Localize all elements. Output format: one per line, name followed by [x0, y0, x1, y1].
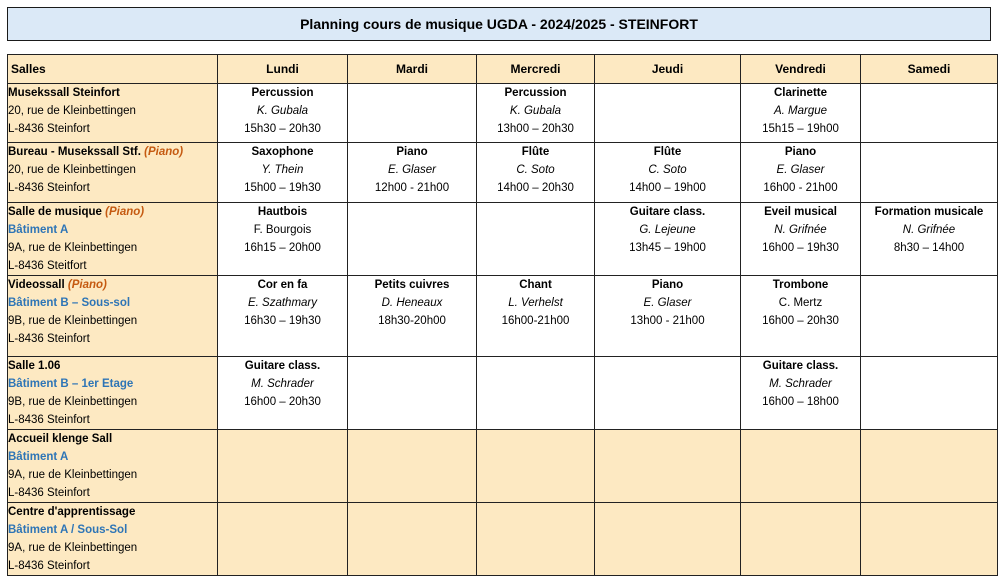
course-name: Guitare class. [244, 360, 321, 372]
teacher-name: A. Margue [773, 105, 828, 117]
course-name: Flûte [653, 146, 682, 158]
course-name: Petits cuivres [374, 279, 450, 291]
teacher-name: Y. Thein [261, 164, 304, 176]
teacher-name: M. Schrader [769, 378, 832, 390]
room-address1: 20, rue de Kleinbettingen [8, 105, 136, 117]
room-title-line [8, 430, 217, 448]
teacher-name: K. Gubala [509, 105, 562, 117]
header-jeudi: Jeudi [595, 55, 741, 84]
table-row [8, 203, 998, 276]
room-building: Bâtiment B – Sous-sol [8, 297, 131, 309]
course-name: Guitare class. [762, 360, 839, 372]
table-row [8, 84, 998, 143]
room-name: Bureau - Musekssall Stf. [8, 146, 141, 158]
schedule-table [7, 54, 998, 576]
course-time: 14h00 – 20h30 [497, 182, 574, 194]
course-time: 16h00 - 21h00 [763, 182, 838, 194]
room-title-line [8, 84, 217, 102]
teacher-name: M. Schrader [251, 378, 314, 390]
course-name: Saxophone [251, 146, 314, 158]
slot-jeudi [595, 276, 741, 357]
course-name: Hautbois [257, 206, 308, 218]
teacher-name: K. Gubala [256, 105, 309, 117]
course-name: Cor en fa [257, 279, 308, 291]
teacher-name: C. Mertz [778, 297, 823, 309]
room-title-line [8, 203, 217, 221]
room-name: Videossall [8, 279, 65, 291]
slot-lundi [218, 84, 348, 143]
table-row [8, 276, 998, 357]
room-address2: L-8436 Steitfort [8, 260, 87, 272]
course-time: 15h15 – 19h00 [762, 123, 839, 135]
slot-mardi [348, 357, 477, 430]
room-cell [8, 430, 218, 503]
slot-jeudi [595, 84, 741, 143]
room-title-line [8, 143, 217, 161]
course-name: Clarinette [773, 87, 828, 99]
slot-vendredi [741, 203, 861, 276]
course-name: Piano [784, 146, 817, 158]
slot-lundi [218, 276, 348, 357]
course-time: 16h15 – 20h00 [244, 242, 321, 254]
slot-lundi [218, 203, 348, 276]
teacher-name: E. Glaser [388, 164, 436, 176]
slot-jeudi [595, 357, 741, 430]
slot-mercredi [477, 276, 595, 357]
room-building: Bâtiment A / Sous-Sol [8, 524, 128, 536]
teacher-name: C. Soto [516, 164, 555, 176]
course-time: 16h30 – 19h30 [244, 315, 321, 327]
slot-jeudi [595, 143, 741, 203]
course-name: Eveil musical [764, 206, 837, 218]
slot-jeudi [595, 430, 741, 503]
slot-mercredi [477, 503, 595, 576]
room-address1: 20, rue de Kleinbettingen [8, 164, 136, 176]
room-cell [8, 276, 218, 357]
room-cell [8, 84, 218, 143]
slot-mardi [348, 503, 477, 576]
room-address2: L-8436 Steinfort [8, 560, 90, 572]
slot-samedi [861, 276, 998, 357]
slot-mercredi [477, 84, 595, 143]
header-row [8, 55, 998, 84]
teacher-name: E. Glaser [776, 164, 825, 176]
room-name: Accueil klenge Sall [8, 433, 113, 445]
course-time: 16h00 – 19h30 [762, 242, 839, 254]
course-name: Trombone [772, 279, 829, 291]
course-time: 16h00-21h00 [501, 315, 570, 327]
slot-vendredi [741, 84, 861, 143]
slot-vendredi [741, 357, 861, 430]
course-time: 12h00 - 21h00 [374, 182, 450, 194]
slot-vendredi [741, 276, 861, 357]
table-row [8, 430, 998, 503]
slot-mercredi [477, 143, 595, 203]
slot-samedi [861, 143, 998, 203]
course-time: 18h30-20h00 [378, 315, 446, 327]
slot-samedi [861, 430, 998, 503]
header-mardi: Mardi [348, 55, 477, 84]
teacher-name: D. Heneaux [381, 297, 443, 309]
room-address2: L-8436 Steinfort [8, 487, 90, 499]
course-time: 13h00 - 21h00 [630, 315, 705, 327]
course-name: Flûte [521, 146, 550, 158]
course-time: 13h00 – 20h30 [497, 123, 574, 135]
teacher-name: C. Soto [648, 164, 687, 176]
course-name: Percussion [504, 87, 567, 99]
room-name: Centre d'apprentissage [8, 506, 136, 518]
teacher-name: N. Grifnée [902, 224, 956, 236]
room-cell [8, 503, 218, 576]
room-cell [8, 143, 218, 203]
room-piano-note: (Piano) [105, 206, 145, 218]
table-row [8, 503, 998, 576]
teacher-name: E. Szathmary [247, 297, 318, 309]
slot-vendredi [741, 503, 861, 576]
table-row [8, 357, 998, 430]
header-salles: Salles [8, 55, 218, 84]
room-address1: 9A, rue de Kleinbettingen [8, 542, 138, 554]
course-time: 13h45 – 19h00 [629, 242, 706, 254]
room-piano-note: (Piano) [144, 146, 184, 158]
slot-lundi [218, 143, 348, 203]
room-cell [8, 203, 218, 276]
slot-vendredi [741, 143, 861, 203]
room-address2: L-8436 Steinfort [8, 333, 90, 345]
room-address2: L-8436 Steinfort [8, 414, 90, 426]
header-mercredi: Mercredi [477, 55, 595, 84]
slot-mardi [348, 143, 477, 203]
room-address1: 9A, rue de Kleinbettingen [8, 242, 138, 254]
slot-jeudi [595, 503, 741, 576]
header-samedi: Samedi [861, 55, 998, 84]
room-address1: 9B, rue de Kleinbettingen [8, 396, 138, 408]
slot-mardi [348, 276, 477, 357]
course-time: 15h30 – 20h30 [244, 123, 321, 135]
course-time: 14h00 – 19h00 [629, 182, 706, 194]
slot-mardi [348, 84, 477, 143]
slot-mercredi [477, 357, 595, 430]
slot-lundi [218, 430, 348, 503]
slot-lundi [218, 503, 348, 576]
teacher-name: L. Verhelst [508, 297, 563, 309]
room-title-line [8, 357, 217, 375]
course-name: Piano [396, 146, 428, 158]
course-name: Piano [651, 279, 684, 291]
teacher-name: F. Bourgois [253, 224, 312, 236]
slot-mardi [348, 430, 477, 503]
course-name: Chant [519, 279, 552, 291]
room-building: Bâtiment A [8, 224, 69, 236]
teacher-name: E. Glaser [643, 297, 692, 309]
room-title-line [8, 276, 217, 294]
room-name: Salle de musique [8, 206, 102, 218]
slot-samedi [861, 357, 998, 430]
room-building: Bâtiment A [8, 451, 69, 463]
room-address1: 9B, rue de Kleinbettingen [8, 315, 138, 327]
room-name: Salle 1.06 [8, 360, 61, 372]
slot-vendredi [741, 430, 861, 503]
course-time: 15h00 – 19h30 [244, 182, 321, 194]
room-piano-note: (Piano) [67, 279, 107, 291]
course-time: 16h00 – 20h30 [762, 315, 839, 327]
room-building: Bâtiment B – 1er Etage [8, 378, 134, 390]
course-time: 16h00 – 20h30 [244, 396, 321, 408]
room-address1: 9A, rue de Kleinbettingen [8, 469, 138, 481]
room-address2: L-8436 Steinfort [8, 123, 90, 135]
slot-lundi [218, 357, 348, 430]
slot-samedi [861, 503, 998, 576]
room-name: Musekssall Steinfort [8, 87, 120, 99]
header-vendredi: Vendredi [741, 55, 861, 84]
course-name: Formation musicale [874, 206, 984, 218]
slot-mercredi [477, 430, 595, 503]
teacher-name: N. Grifnée [774, 224, 827, 236]
header-lundi: Lundi [218, 55, 348, 84]
course-time: 8h30 – 14h00 [893, 242, 965, 254]
room-title-line [8, 503, 217, 521]
teacher-name: G. Lejeune [639, 224, 696, 236]
slot-samedi [861, 203, 998, 276]
course-name: Guitare class. [629, 206, 706, 218]
slot-mercredi [477, 203, 595, 276]
page-title: Planning cours de musique UGDA - 2024/2025 - STEINFORT [7, 7, 991, 41]
course-time: 16h00 – 18h00 [762, 396, 839, 408]
slot-mardi [348, 203, 477, 276]
room-address2: L-8436 Steinfort [8, 182, 90, 194]
room-cell [8, 357, 218, 430]
slot-samedi [861, 84, 998, 143]
slot-jeudi [595, 203, 741, 276]
table-row [8, 143, 998, 203]
course-name: Percussion [251, 87, 314, 99]
